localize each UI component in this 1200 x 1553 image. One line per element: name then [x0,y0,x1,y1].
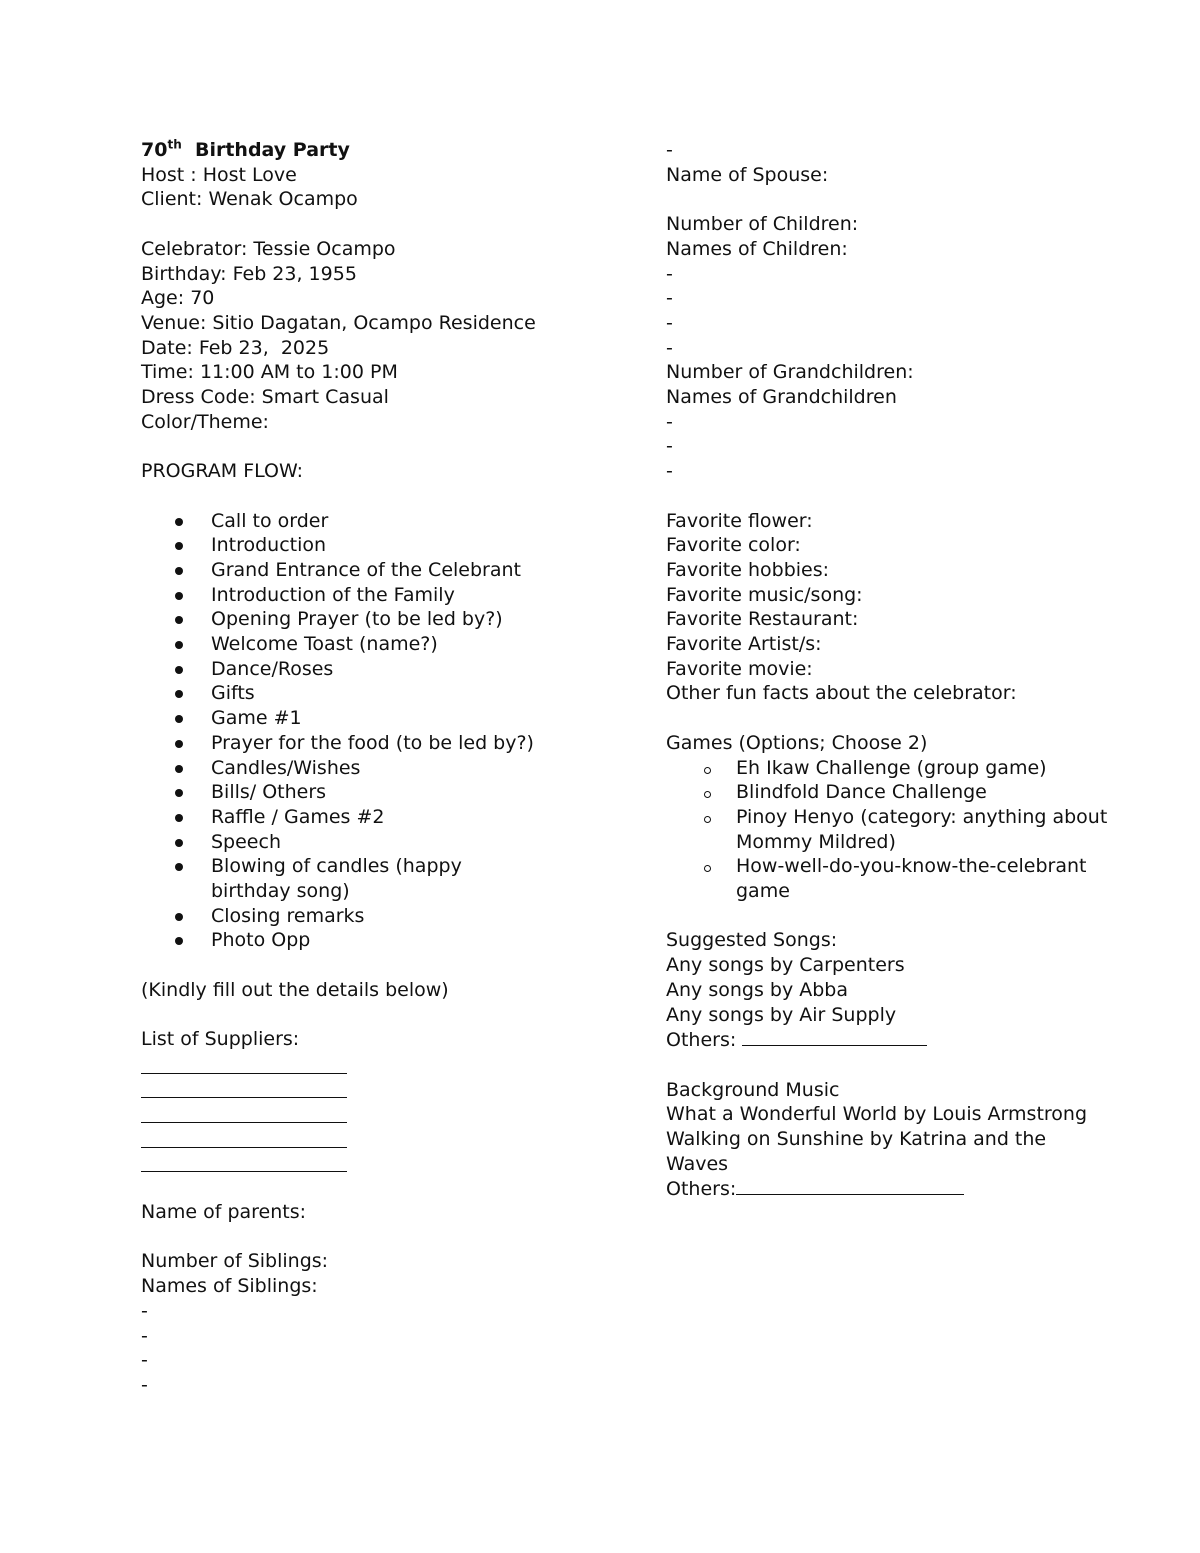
bullet-icon [175,863,183,871]
bg-music-line: What a Wonderful World by Louis Armstrong [666,1103,1088,1126]
celebrator-line: Celebrator: Tessie Ocampo [141,237,396,260]
list-item: Raffle / Games #2 [141,805,611,830]
suggested-songs-heading: Suggested Songs: [666,929,838,952]
supplier-blank-line [141,1077,611,1102]
list-item: Opening Prayer (to be led by?) [141,607,611,632]
favorite-artist-line: Favorite Artist/s: [666,633,822,656]
bullet-icon [175,715,183,723]
song-line: Any songs by Carpenters [666,954,905,977]
list-item: Dance/Roses [141,657,611,682]
supplier-blank-line [141,1101,611,1126]
bg-others-line: Others: [666,1176,1146,1202]
list-item: Welcome Toast (name?) [141,632,611,657]
songs-others-blank [742,1027,927,1046]
siblings-number-line: Number of Siblings: [141,1250,329,1273]
list-item: How-well-do-you-know-the-celebrant game [666,854,1116,903]
left-column [141,138,611,1398]
supplier-blank-line [141,1126,611,1151]
bullet-icon [175,592,183,600]
age-line: Age: 70 [141,287,215,310]
bullet-icon [175,937,183,945]
bullet-icon [175,690,183,698]
bg-music-line: Walking on Sunshine by Katrina and the Waves [666,1128,1047,1175]
favorite-color-line: Favorite color: [666,534,801,557]
list-item: Call to order [141,509,611,534]
grandchild-dash: - [666,435,673,458]
child-dash: - [666,262,673,285]
bullet-icon [175,814,183,822]
host-line: Host : Host Love [141,163,297,186]
grandchild-dash: - [666,460,673,483]
song-line: Any songs by Air Supply [666,1003,897,1026]
list-item: Pinoy Henyo (category: anything about Mommy Mildred) [666,805,1146,854]
bullet-icon [175,518,183,526]
grandchildren-names-line: Names of Grandchildren [666,386,897,409]
bullet-icon [175,839,183,847]
bullet-icon [175,567,183,575]
songs-others-line: Others: [666,1027,1146,1053]
sibling-dash: - [141,1373,148,1396]
favorite-movie-line: Favorite movie: [666,657,813,680]
list-item: Blindfold Dance Challenge [666,780,1146,805]
supplier-blank-line [141,1052,611,1077]
spouse-dash: - [666,139,673,161]
bullet-icon [175,789,183,797]
sibling-dash: - [141,1324,148,1347]
sibling-dash: - [141,1349,148,1372]
list-item: Candles/Wishes [141,756,611,781]
siblings-names-line: Names of Siblings: [141,1275,318,1298]
spouse-line: Name of Spouse: [666,163,829,186]
program-flow-heading: PROGRAM FLOW: [141,460,304,483]
supplier-blank-line [141,1151,611,1176]
favorite-music-line: Favorite music/song: [666,583,863,606]
child-dash: - [666,287,673,310]
favorite-restaurant-line: Favorite Restaurant: [666,608,859,631]
birthday-line: Birthday: Feb 23, 1955 [141,262,357,285]
list-item: Prayer for the food (to be led by?) [141,731,611,756]
list-item: Game #1 [141,706,611,731]
bullet-icon [175,740,183,748]
program-flow-list [141,509,611,954]
client-line: Client: Wenak Ocampo [141,188,358,211]
bullet-icon [175,616,183,624]
bullet-icon [175,765,183,773]
children-number-line: Number of Children: [666,213,859,236]
circle-bullet-icon [704,865,711,872]
circle-bullet-icon [704,791,711,798]
list-item: Closing remarks [141,904,611,929]
venue-line: Venue: Sitio Dagatan, Ocampo Residence [141,311,536,334]
fun-facts-line: Other fun facts about the celebrator: [666,682,1017,705]
list-item: Blowing of candles (happy birthday song) [141,854,511,903]
list-item: Photo Opp [141,928,611,953]
dress-code-line: Dress Code: Smart Casual [141,386,389,409]
games-heading: Games (Options; Choose 2) [666,731,928,754]
date-line: Date: Feb 23, 2025 [141,336,330,359]
bullet-icon [175,542,183,550]
document-title: 70th Birthday Party [141,137,350,161]
bullet-icon [175,913,183,921]
fill-out-note: (Kindly fill out the details below) [141,978,449,1001]
bg-others-blank [736,1176,964,1195]
list-item: Speech [141,830,611,855]
list-item: Introduction of the Family [141,583,611,608]
circle-bullet-icon [704,767,711,774]
time-line: Time: 11:00 AM to 1:00 PM [141,361,398,384]
list-item: Introduction [141,533,611,558]
right-column [666,138,1146,1202]
suppliers-label: List of Suppliers: [141,1028,300,1051]
favorite-hobbies-line: Favorite hobbies: [666,558,830,581]
bullet-icon [175,666,183,674]
background-music-heading: Background Music [666,1078,840,1101]
games-list [666,756,1146,904]
grandchild-dash: - [666,410,673,433]
list-item: Eh Ikaw Challenge (group game) [666,756,1146,781]
list-item: Gifts [141,681,611,706]
color-theme-line: Color/Theme: [141,410,269,433]
list-item: Bills/ Others [141,780,611,805]
parents-line: Name of parents: [141,1201,307,1224]
circle-bullet-icon [704,816,711,823]
list-item: Grand Entrance of the Celebrant [141,558,611,583]
children-names-line: Names of Children: [666,237,848,260]
song-line: Any songs by Abba [666,978,848,1001]
child-dash: - [666,311,673,334]
grandchildren-number-line: Number of Grandchildren: [666,361,914,384]
child-dash: - [666,336,673,359]
bullet-icon [175,641,183,649]
sibling-dash: - [141,1299,148,1322]
favorite-flower-line: Favorite flower: [666,509,813,532]
